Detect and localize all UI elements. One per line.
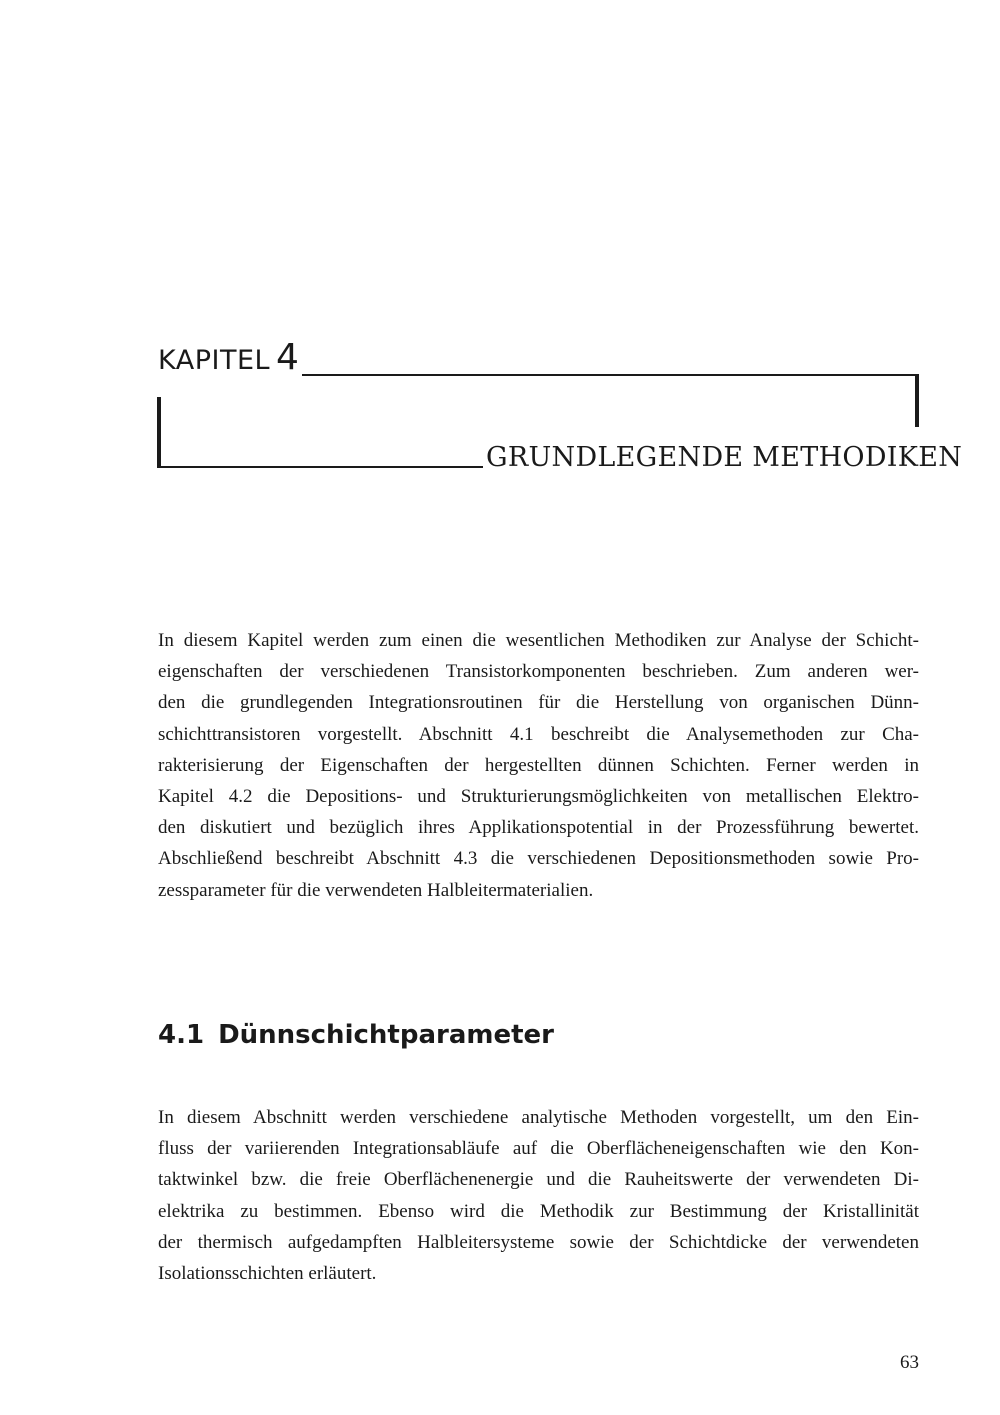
text-line: Abschließend beschreibt Abschnitt 4.3 die verschiedenen Depositionsmethoden sowie Pro- xyxy=(158,848,919,870)
section-paragraph xyxy=(158,1102,919,1289)
text-line: In diesem Kapitel werden zum einen die wesentlichen Methodiken zur Analyse der Schicht- xyxy=(158,630,919,651)
text-line: eigenschaften der verschiedenen Transistorkomponenten beschrieben. Zum anderen wer- xyxy=(158,661,919,683)
section-number: 4.1 xyxy=(158,1020,205,1050)
text-line: Kapitel 4.2 die Depositions- und Strukturierungsmöglichkeiten von metallischen Elektro- xyxy=(158,786,919,808)
text-line: rakterisierung der Eigenschaften der hergestellten dünnen Schichten. Ferner werden in xyxy=(158,754,919,776)
chapter-label xyxy=(158,337,300,378)
section-heading xyxy=(158,1022,554,1048)
chapter-number: 4 xyxy=(276,337,300,378)
section-title: Dünnschichtparameter xyxy=(218,1020,554,1050)
text-line: zessparameter für die verwendeten Halbleitermaterialien. xyxy=(158,879,594,901)
text-line: elektrika zu bestimmen. Ebenso wird die Methodik zur Bestimmung der Kristallinität xyxy=(158,1200,919,1222)
text-line: den die grundlegenden Integrationsroutinen für die Herstellung von organischen Dünn- xyxy=(158,692,919,714)
chapter-rule-right xyxy=(915,374,919,427)
chapter-rule-left xyxy=(157,397,161,468)
chapter-word: KAPITEL xyxy=(158,345,271,376)
text-line: den diskutiert und bezüglich ihres Applikationspotential in der Prozessführung bewertet. xyxy=(158,817,919,839)
chapter-rule-bottom xyxy=(157,466,483,468)
intro-paragraph xyxy=(158,625,919,906)
chapter-rule-top xyxy=(302,374,919,376)
text-line: der thermisch aufgedampften Halbleitersysteme sowie der Schichtdicke der verwendeten xyxy=(158,1231,919,1253)
page-number: 63 xyxy=(900,1352,919,1373)
text-line: In diesem Abschnitt werden verschiedene analytische Methoden vorgestellt, um den Ein- xyxy=(158,1107,919,1128)
chapter-title: GRUNDLEGENDE METHODIKEN xyxy=(486,442,963,473)
text-line: fluss der variierenden Integrationsabläufe auf die Oberflächeneigenschaften wie den Kon- xyxy=(158,1138,919,1160)
text-line: taktwinkel bzw. die freie Oberflächenenergie und die Rauheitswerte der verwendeten Di- xyxy=(158,1169,919,1191)
text-line: schichttransistoren vorgestellt. Abschnitt 4.1 beschreibt die Analysemethoden zur Cha- xyxy=(158,723,919,745)
text-line: Isolationsschichten erläutert. xyxy=(158,1263,377,1285)
